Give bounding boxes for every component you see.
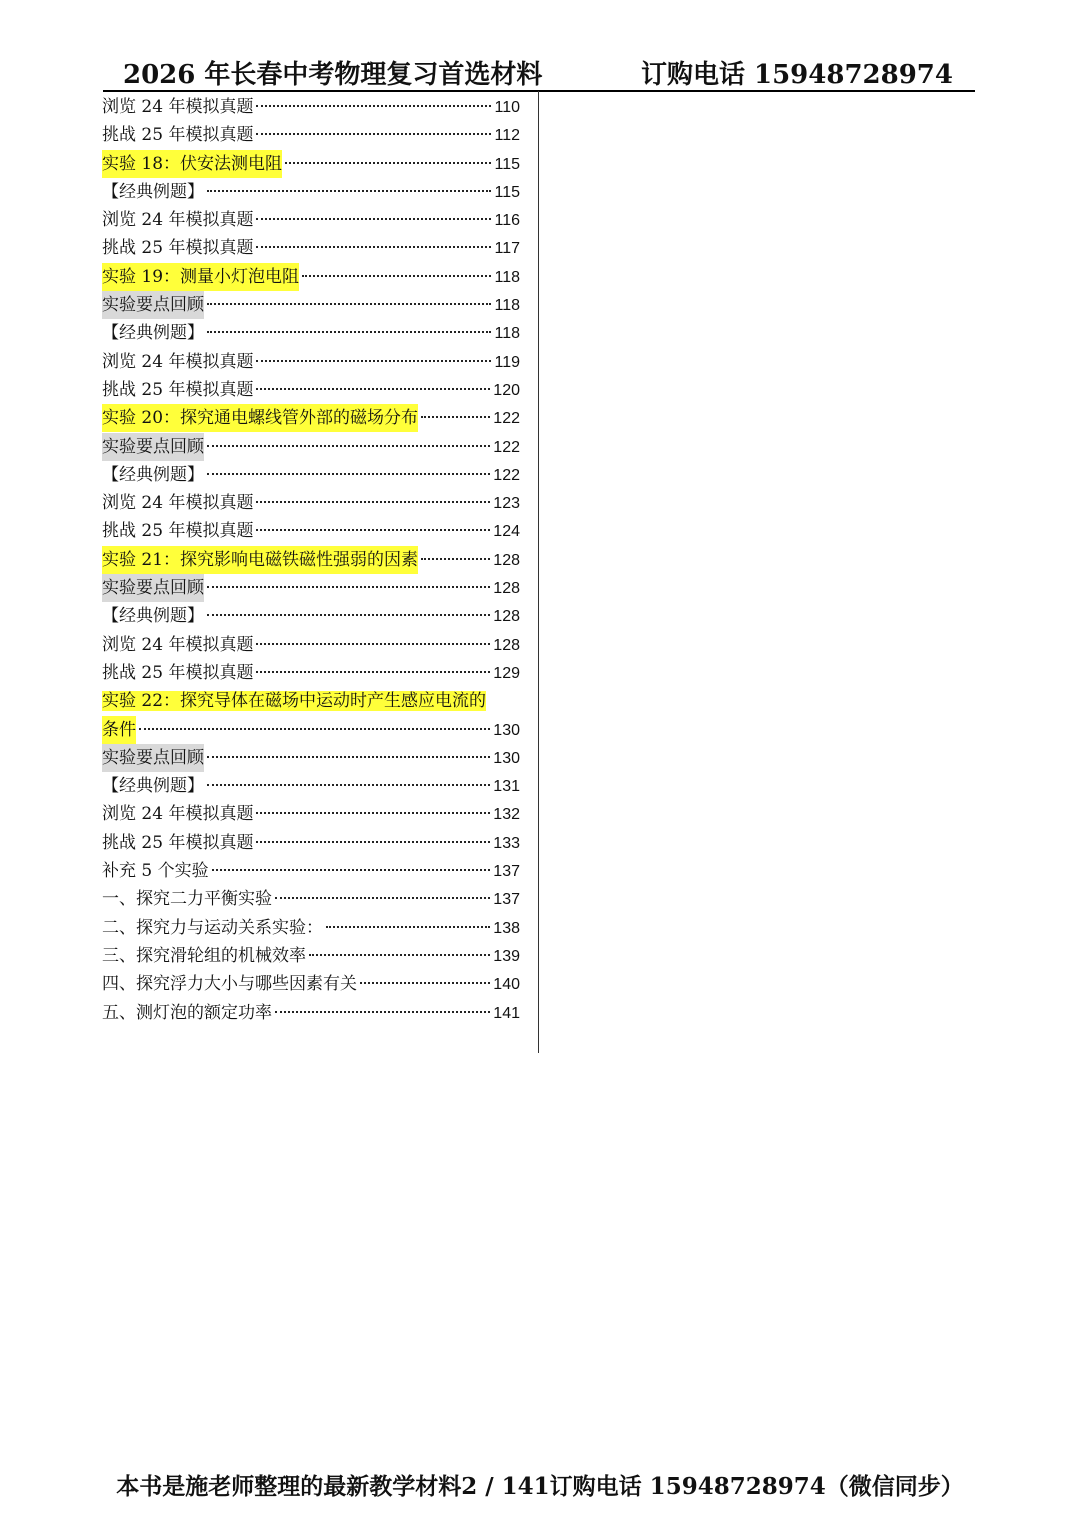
toc-entry[interactable] — [102, 461, 520, 489]
toc-entry-page: 112 — [494, 127, 520, 145]
page-footer: 本书是施老师整理的最新教学材料2 / 141订购电话 15948728974（微信同步） — [116, 1473, 964, 1500]
toc-entry-page: 128 — [493, 608, 520, 626]
toc-entry-label: 补充 5 个实验 — [102, 861, 209, 882]
toc-entry[interactable] — [102, 291, 520, 319]
dot-leader — [256, 529, 490, 531]
toc-entry-page: 124 — [493, 523, 520, 541]
dot-leader — [302, 275, 491, 277]
toc-entry-page: 139 — [493, 947, 520, 965]
toc-entry-page: 117 — [494, 240, 520, 258]
toc-entry-label: 挑战 25 年模拟真题 — [102, 379, 254, 400]
toc-entry[interactable] — [102, 970, 520, 998]
toc-entry-page: 122 — [493, 438, 520, 456]
toc-entry-label: 【经典例题】 — [102, 606, 204, 627]
toc-entry-label: 实验要点回顾 — [102, 433, 204, 461]
toc-entry[interactable] — [102, 234, 520, 262]
dot-leader — [207, 756, 490, 758]
dot-leader — [256, 841, 490, 843]
toc-entry-page: 122 — [493, 410, 520, 428]
dot-leader — [256, 812, 490, 814]
toc-entry[interactable] — [102, 999, 520, 1027]
dot-leader — [256, 643, 490, 645]
toc-entry[interactable] — [102, 93, 520, 121]
toc-entry[interactable] — [102, 744, 520, 772]
header-title: 2026 年长春中考物理复习首选材料 — [123, 60, 543, 90]
toc-entry-label: 挑战 25 年模拟真题 — [102, 125, 254, 146]
toc-entry-label: 三、探究滑轮组的机械效率 — [102, 945, 306, 966]
toc-entry-page: 131 — [493, 778, 520, 796]
toc-entry-page: 140 — [493, 976, 520, 994]
toc-entry-label: 挑战 25 年模拟真题 — [102, 521, 254, 542]
toc-entry[interactable] — [102, 687, 520, 744]
toc-entry[interactable] — [102, 772, 520, 800]
toc-entry-label: 【经典例题】 — [102, 323, 204, 344]
toc-entry-page: 123 — [493, 495, 520, 513]
toc-entry-label: 【经典例题】 — [102, 181, 204, 202]
toc-entry-label: 挑战 25 年模拟真题 — [102, 662, 254, 683]
toc-entry-page: 118 — [494, 268, 520, 286]
toc-entry[interactable] — [102, 517, 520, 545]
dot-leader — [256, 671, 490, 673]
toc-entry-page: 130 — [493, 749, 520, 767]
dot-leader — [256, 501, 490, 503]
toc-entry-page: 122 — [493, 466, 520, 484]
toc-entry-label: 实验 19：测量小灯泡电阻 — [102, 263, 299, 291]
dot-leader — [421, 558, 490, 560]
toc-entry-label: 实验 22：探究导体在磁场中运动时产生感应电流的 — [102, 691, 487, 712]
dot-leader — [275, 897, 490, 899]
toc-entry-label: 浏览 24 年模拟真题 — [102, 804, 254, 825]
dot-leader — [285, 162, 491, 164]
dot-leader — [207, 445, 490, 447]
dot-leader — [207, 614, 490, 616]
toc-entry[interactable] — [102, 574, 520, 602]
toc-entry-label: 实验 21：探究影响电磁铁磁性强弱的因素 — [102, 546, 418, 574]
toc-entry[interactable] — [102, 914, 520, 942]
dot-leader — [207, 473, 490, 475]
toc-entry[interactable] — [102, 659, 520, 687]
toc-entry[interactable] — [102, 829, 520, 857]
toc-entry[interactable] — [102, 546, 520, 574]
dot-leader — [212, 869, 491, 871]
toc-entry-label: 浏览 24 年模拟真题 — [102, 634, 254, 655]
dot-leader — [256, 388, 490, 390]
toc-entry[interactable] — [102, 150, 520, 178]
toc-entry[interactable] — [102, 885, 520, 913]
toc-entry[interactable] — [102, 433, 520, 461]
dot-leader — [360, 982, 490, 984]
toc-entry[interactable] — [102, 800, 520, 828]
toc-entry-page: 115 — [494, 183, 520, 201]
dot-leader — [256, 105, 491, 107]
toc-entry[interactable] — [102, 631, 520, 659]
toc-entry-label: 浏览 24 年模拟真题 — [102, 97, 254, 117]
toc-entry[interactable] — [102, 602, 520, 630]
dot-leader — [207, 303, 491, 305]
toc-entry-label: 【经典例题】 — [102, 776, 204, 797]
column-divider — [538, 91, 539, 1053]
toc-entry-label: 实验要点回顾 — [102, 744, 204, 772]
toc-entry-label: 实验 20：探究通电螺线管外部的磁场分布 — [102, 404, 418, 432]
dot-leader — [207, 586, 490, 588]
toc-entry[interactable] — [102, 263, 520, 291]
page-header — [103, 50, 975, 92]
dot-leader — [326, 926, 490, 928]
toc-entry[interactable] — [102, 319, 520, 347]
toc-entry-page: 128 — [493, 636, 520, 654]
toc-entry-label: 实验 18：伏安法测电阻 — [102, 150, 282, 178]
dot-leader — [421, 416, 490, 418]
dot-leader — [256, 133, 491, 135]
toc-entry-label-continued: 条件 — [102, 716, 136, 744]
toc-entry[interactable] — [102, 206, 520, 234]
toc-entry-label: 实验要点回顾 — [102, 574, 204, 602]
toc-entry[interactable] — [102, 376, 520, 404]
toc-entry-label: 挑战 25 年模拟真题 — [102, 832, 254, 853]
toc-entry[interactable] — [102, 121, 520, 149]
toc-entry-page: 130 — [493, 721, 520, 739]
toc-entry-page: 120 — [493, 381, 520, 399]
toc-entry-page: 118 — [494, 325, 520, 343]
toc-entry-label: 挑战 25 年模拟真题 — [102, 238, 254, 259]
toc-entry[interactable] — [102, 942, 520, 970]
toc-entry-page: 129 — [493, 664, 520, 682]
toc-entry[interactable] — [102, 489, 520, 517]
toc-entry-label: 【经典例题】 — [102, 464, 204, 485]
toc-entry[interactable] — [102, 404, 520, 432]
toc-entry-label: 五、测灯泡的额定功率 — [102, 1002, 272, 1023]
dot-leader — [256, 218, 491, 220]
toc-entry-page: 115 — [494, 155, 520, 173]
toc-entry-page: 116 — [494, 212, 520, 230]
toc-entry-label: 一、探究二力平衡实验 — [102, 889, 272, 910]
toc-entry-page: 141 — [493, 1004, 520, 1022]
toc-entry-page: 119 — [494, 353, 520, 371]
dot-leader — [309, 954, 490, 956]
toc-entry[interactable] — [102, 178, 520, 206]
toc-entry[interactable] — [102, 857, 520, 885]
dot-leader — [207, 331, 491, 333]
dot-leader — [256, 246, 491, 248]
toc-entry-label: 二、探究力与运动关系实验： — [102, 917, 323, 938]
table-of-contents — [102, 93, 520, 1027]
toc-entry-page: 128 — [493, 551, 520, 569]
toc-entry-page: 133 — [493, 834, 520, 852]
toc-entry-label: 实验要点回顾 — [102, 291, 204, 319]
toc-entry-label: 四、探究浮力大小与哪些因素有关 — [102, 974, 357, 995]
dot-leader — [256, 360, 491, 362]
dot-leader — [207, 784, 490, 786]
dot-leader — [139, 728, 490, 730]
toc-entry-page: 132 — [493, 806, 520, 824]
dot-leader — [275, 1011, 490, 1013]
dot-leader — [207, 190, 491, 192]
toc-entry-page: 128 — [493, 580, 520, 598]
toc-entry-page: 110 — [494, 99, 520, 116]
toc-entry-label: 浏览 24 年模拟真题 — [102, 351, 254, 372]
toc-entry-page: 138 — [493, 919, 520, 937]
toc-entry-page: 137 — [493, 863, 520, 881]
toc-entry-label: 浏览 24 年模拟真题 — [102, 493, 254, 514]
toc-entry[interactable] — [102, 348, 520, 376]
toc-entry-label: 浏览 24 年模拟真题 — [102, 210, 254, 231]
header-phone: 订购电话 15948728974 — [640, 60, 953, 90]
toc-entry-page: 118 — [494, 297, 520, 315]
toc-entry-page: 137 — [493, 891, 520, 909]
